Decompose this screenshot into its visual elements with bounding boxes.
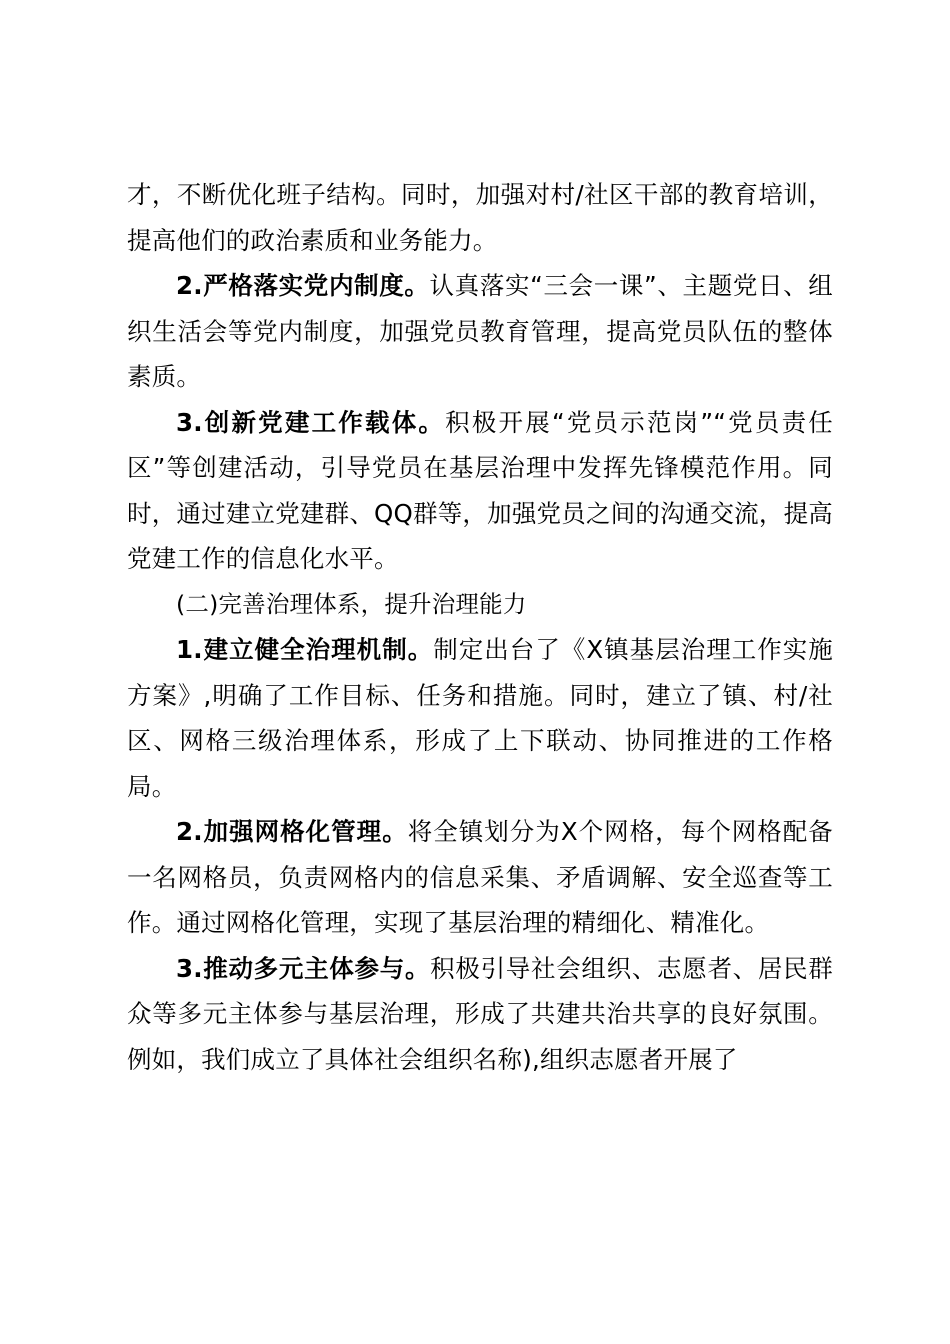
subheading-text: (二)完善治理体系，提升治理能力 — [176, 589, 527, 618]
paragraph-text: 认真落实“三会一课”、主题党日、组织生活会等党内制度，加强党员教育管理，提高党员队伍的整体素质。 — [127, 271, 833, 391]
paragraph-text: 积极引导社会组织、志愿者、居民群众等多元主体参与基层治理，形成了共建共治共享的良好氛围。例如，我们成立了具体社会组织名称),组织志愿者开展了 — [127, 953, 833, 1074]
paragraph-text: 才，不断优化班子结构。同时，加强对村/社区干部的教育培训，提高他们的政治素质和业务能力。 — [127, 180, 833, 255]
paragraph-lead: 2.严格落实党内制度。 — [176, 271, 430, 300]
paragraph-governance-mechanism — [127, 627, 833, 809]
section-subheading — [127, 582, 833, 628]
paragraph-multi-participation — [127, 946, 833, 1083]
paragraph-lead: 3.创新党建工作载体。 — [176, 407, 446, 437]
paragraph-text: 积极开展“党员示范岗”“党员责任区”等创建活动，引导党员在基层治理中发挥先锋模范作用。同时，通过建立党建群、QQ群等，加强党员之间的沟通交流，提高党建工作的信息化水平。 — [127, 407, 833, 573]
paragraph-continuation — [127, 172, 833, 263]
paragraph-grid-management — [127, 809, 833, 946]
document-body — [127, 172, 833, 1082]
paragraph-text: 将全镇划分为X个网格，每个网格配备一名网格员，负责网格内的信息采集、矛盾调解、安全巡查等工作。通过网格化管理，实现了基层治理的精细化、精准化。 — [127, 817, 833, 937]
paragraph-lead: 2.加强网格化管理。 — [176, 817, 408, 846]
paragraph-party-system — [127, 263, 833, 400]
paragraph-party-carrier — [127, 400, 833, 582]
paragraph-lead: 3.推动多元主体参与。 — [176, 953, 431, 983]
paragraph-lead: 1.建立健全治理机制。 — [176, 635, 434, 664]
paragraph-text: 制定出台了《X镇基层治理工作实施方案》,明确了工作目标、任务和措施。同时，建立了镇、村/社区、网格三级治理体系，形成了上下联动、协同推进的工作格局。 — [127, 635, 834, 801]
